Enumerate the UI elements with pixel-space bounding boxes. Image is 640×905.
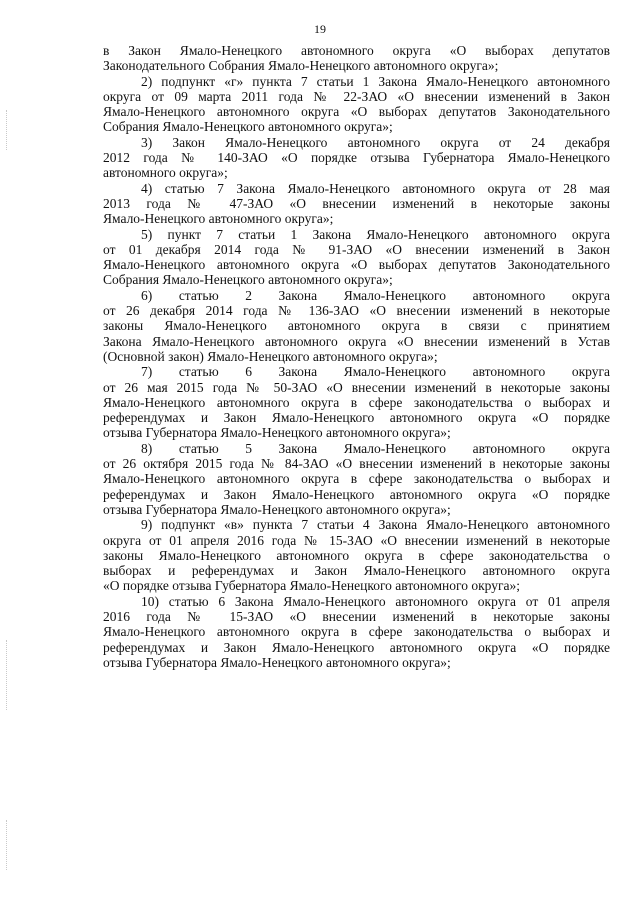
text-line: автономного округа»;: [103, 165, 228, 181]
text-line: отзыва Губернатора Ямало-Ненецкого автономного округа»;: [103, 654, 451, 670]
document-body: [103, 43, 610, 670]
text-line: Ямало-Ненецкого автономного округа»;: [103, 211, 334, 227]
text-line: «О порядке отзыва Губернатора Ямало-Ненецкого автономного округа»;: [103, 578, 521, 594]
text-line: Ямало-Ненецкого автономного округа в сфере законодательства о выборах и: [103, 624, 610, 640]
text-line: округа от 01 апреля 2016 года № 15-ЗАО «О внесении изменений в некоторые: [103, 532, 610, 548]
scan-margin-mark-middle: [6, 640, 8, 710]
text-line: отзыва Губернатора Ямало-Ненецкого автономного округа»;: [103, 501, 451, 517]
text-line: от 26 мая 2015 года № 50-ЗАО «О внесении изменений в некоторые законы: [103, 379, 610, 395]
text-line: округа от 09 марта 2011 года № 22-ЗАО «О внесении изменений в Закон: [103, 88, 610, 104]
text-line: Законодательного Собрания Ямало-Ненецкого автономного округа»;: [103, 58, 499, 74]
text-line: 6) статью 2 Закона Ямало-Ненецкого автономного округа: [141, 287, 610, 303]
text-line: референдумах и Закон Ямало-Ненецкого автономного округа «О порядке: [103, 410, 610, 426]
text-line: 4) статью 7 Закона Ямало-Ненецкого автономного округа от 28 мая: [141, 180, 610, 196]
text-line: референдумах и Закон Ямало-Ненецкого автономного округа «О порядке: [103, 639, 610, 655]
text-line: 9) подпункт «в» пункта 7 статьи 4 Закона Ямало-Ненецкого автономного: [141, 517, 610, 533]
text-line: 3) Закон Ямало-Ненецкого автономного округа от 24 декабря: [141, 134, 610, 150]
text-line: 2) подпункт «г» пункта 7 статьи 1 Закона Ямало-Ненецкого автономного: [141, 73, 610, 89]
text-line: законы Ямало-Ненецкого автономного округа в сфере законодательства о: [103, 547, 610, 563]
text-line: выборах и референдумах и Закон Ямало-Ненецкого автономного округа: [103, 563, 610, 579]
page-number: 19: [314, 22, 326, 36]
text-line: 7) статью 6 Закона Ямало-Ненецкого автономного округа: [141, 364, 610, 380]
text-line: референдумах и Закон Ямало-Ненецкого автономного округа «О порядке: [103, 486, 610, 502]
text-line: Закона Ямало-Ненецкого автономного округа «О внесении изменений в Устав: [103, 333, 610, 349]
text-line: Ямало-Ненецкого автономного округа в сфере законодательства о выборах и: [103, 394, 610, 410]
text-line: Ямало-Ненецкого автономного округа в сфере законодательства о выборах и: [103, 471, 610, 487]
text-line: 8) статью 5 Закона Ямало-Ненецкого автономного округа: [141, 440, 610, 456]
text-line: (Основной закон) Ямало-Ненецкого автономного округа»;: [103, 348, 438, 364]
scan-margin-mark-top: [6, 110, 8, 150]
text-line: 5) пункт 7 статьи 1 Закона Ямало-Ненецкого автономного округа: [141, 226, 610, 242]
text-line: в Закон Ямало-Ненецкого автономного округа «О выборах депутатов: [103, 43, 610, 58]
text-line: от 01 декабря 2014 года № 91-ЗАО «О внесении изменений в Закон: [103, 241, 610, 257]
scan-margin-mark-bottom: [6, 820, 8, 870]
text-line: Собрания Ямало-Ненецкого автономного округа»;: [103, 119, 393, 135]
text-line: отзыва Губернатора Ямало-Ненецкого автономного округа»;: [103, 425, 451, 441]
text-line: 10) статью 6 Закона Ямало-Ненецкого автономного округа от 01 апреля: [141, 593, 610, 609]
text-line: Собрания Ямало-Ненецкого автономного округа»;: [103, 272, 393, 288]
text-line: законы Ямало-Ненецкого автономного округа в связи с принятием: [103, 318, 610, 334]
text-line: 2016 года № 15-ЗАО «О внесении изменений в некоторые законы: [103, 608, 610, 624]
text-line: Ямало-Ненецкого автономного округа «О выборах депутатов Законодательного: [103, 257, 610, 273]
text-line: 2013 года № 47-ЗАО «О внесении изменений в некоторые законы: [103, 195, 610, 211]
text-line: Ямало-Ненецкого автономного округа «О выборах депутатов Законодательного: [103, 104, 610, 120]
text-line: 2012 года № 140-ЗАО «О порядке отзыва Губернатора Ямало-Ненецкого: [103, 150, 610, 166]
text-line: от 26 октября 2015 года № 84-ЗАО «О внесении изменений в некоторые законы: [103, 456, 610, 472]
text-line: от 26 декабря 2014 года № 136-ЗАО «О внесении изменений в некоторые: [103, 303, 610, 319]
